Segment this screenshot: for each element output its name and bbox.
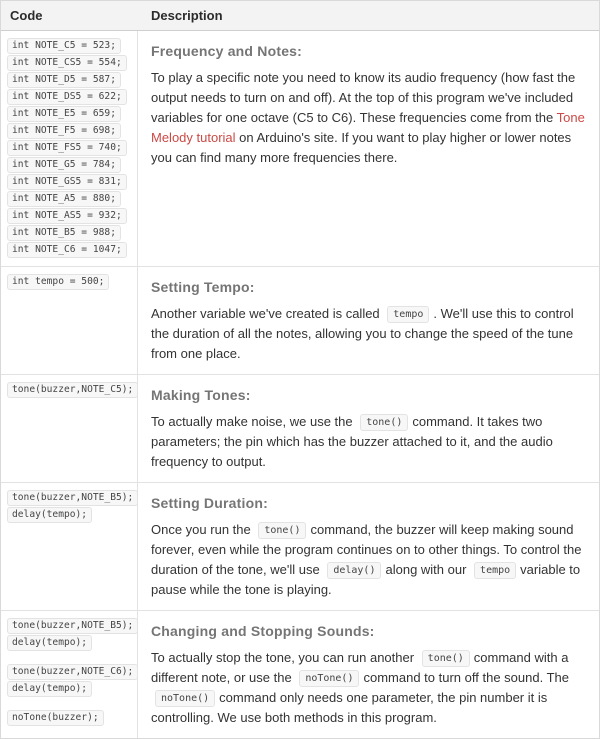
code-line: int NOTE_A5 = 880; (7, 191, 121, 207)
code-line: int NOTE_C6 = 1047; (7, 242, 127, 258)
section-body: Another variable we've created is called tempo . We'll use this to control the duration of all the notes, allowing you to change the speed of the tune from one place. (151, 306, 574, 361)
description-cell (138, 31, 599, 266)
code-cell (1, 375, 138, 482)
code-line: int NOTE_C5 = 523; (7, 38, 121, 54)
inline-code: delay() (327, 562, 381, 579)
code-line: int NOTE_F5 = 698; (7, 123, 121, 139)
code-line: int NOTE_FS5 = 740; (7, 140, 127, 156)
code-group (7, 618, 134, 651)
description-cell (138, 483, 599, 610)
section-body: To actually stop the tone, you can run another tone() command with a different note, or use the noTone() command to turn off the sound. The noTone() command only needs one parameter, the pin number it is controlling. We use both methods in this program. (151, 650, 569, 725)
table-body (1, 31, 599, 738)
inline-code: noTone() (155, 690, 215, 707)
table-row (1, 375, 599, 483)
section-body: Once you run the tone() command, the buzzer will keep making sound forever, even while the program continues on to other things. To control the duration of the tone, we'll use delay() along with our tempo variable to pause while the tone is playing. (151, 522, 582, 597)
code-group (7, 664, 134, 697)
column-header-code: Code (10, 8, 43, 23)
code-line: int NOTE_D5 = 587; (7, 72, 121, 88)
code-cell (1, 267, 138, 374)
code-line: int NOTE_GS5 = 831; (7, 174, 127, 190)
table-row (1, 483, 599, 611)
inline-code: tone() (360, 414, 408, 431)
code-line: tone(buzzer,NOTE_C5); (7, 382, 138, 398)
code-group (7, 490, 134, 523)
section-heading: Setting Duration: (151, 495, 268, 511)
code-line: int NOTE_DS5 = 622; (7, 89, 127, 105)
code-line: int NOTE_E5 = 659; (7, 106, 121, 122)
code-line: tone(buzzer,NOTE_B5); (7, 490, 138, 506)
code-cell (1, 611, 138, 738)
inline-code: noTone() (299, 670, 359, 687)
section-heading: Changing and Stopping Sounds: (151, 623, 375, 639)
section-heading: Frequency and Notes: (151, 43, 303, 59)
inline-code: tone() (422, 650, 470, 667)
inline-code: tempo (474, 562, 516, 579)
section-heading: Making Tones: (151, 387, 251, 403)
code-line: tone(buzzer,NOTE_C6); (7, 664, 138, 680)
code-group (7, 710, 134, 726)
code-line: int NOTE_AS5 = 932; (7, 208, 127, 224)
code-line: delay(tempo); (7, 635, 92, 651)
code-group (7, 38, 134, 258)
link-tone-melody-tutorial[interactable]: Tone Melody tutorial (151, 110, 585, 145)
inline-code: tempo (387, 306, 429, 323)
code-line: delay(tempo); (7, 507, 92, 523)
inline-code: tone() (258, 522, 306, 539)
table-row (1, 267, 599, 375)
code-cell (1, 31, 138, 266)
code-line: delay(tempo); (7, 681, 92, 697)
section-heading: Setting Tempo: (151, 279, 255, 295)
table-header (1, 1, 599, 31)
code-line: int NOTE_G5 = 784; (7, 157, 121, 173)
code-line: int NOTE_B5 = 988; (7, 225, 121, 241)
code-line: noTone(buzzer); (7, 710, 104, 726)
description-cell (138, 611, 599, 738)
description-cell (138, 375, 599, 482)
column-header-description: Description (151, 8, 223, 23)
code-group (7, 382, 134, 398)
code-cell (1, 483, 138, 610)
code-line: int tempo = 500; (7, 274, 109, 290)
description-cell (138, 267, 599, 374)
code-line: int NOTE_CS5 = 554; (7, 55, 127, 71)
table-row (1, 611, 599, 738)
code-group (7, 274, 134, 290)
code-line: tone(buzzer,NOTE_B5); (7, 618, 138, 634)
section-body: To play a specific note you need to know its audio frequency (how fast the output needs to turn on and off). At the top of this program we've included variables for one octave (C5 to C6). These frequencies come from the Tone Melody tutorial on Arduino's site. If you want to play higher or lower notes you can find many more frequencies there. (151, 70, 585, 165)
table-row (1, 31, 599, 267)
section-body: To actually make noise, we use the tone() command. It takes two parameters; the pin which has the buzzer attached to it, and the audio frequency to output. (151, 414, 553, 469)
